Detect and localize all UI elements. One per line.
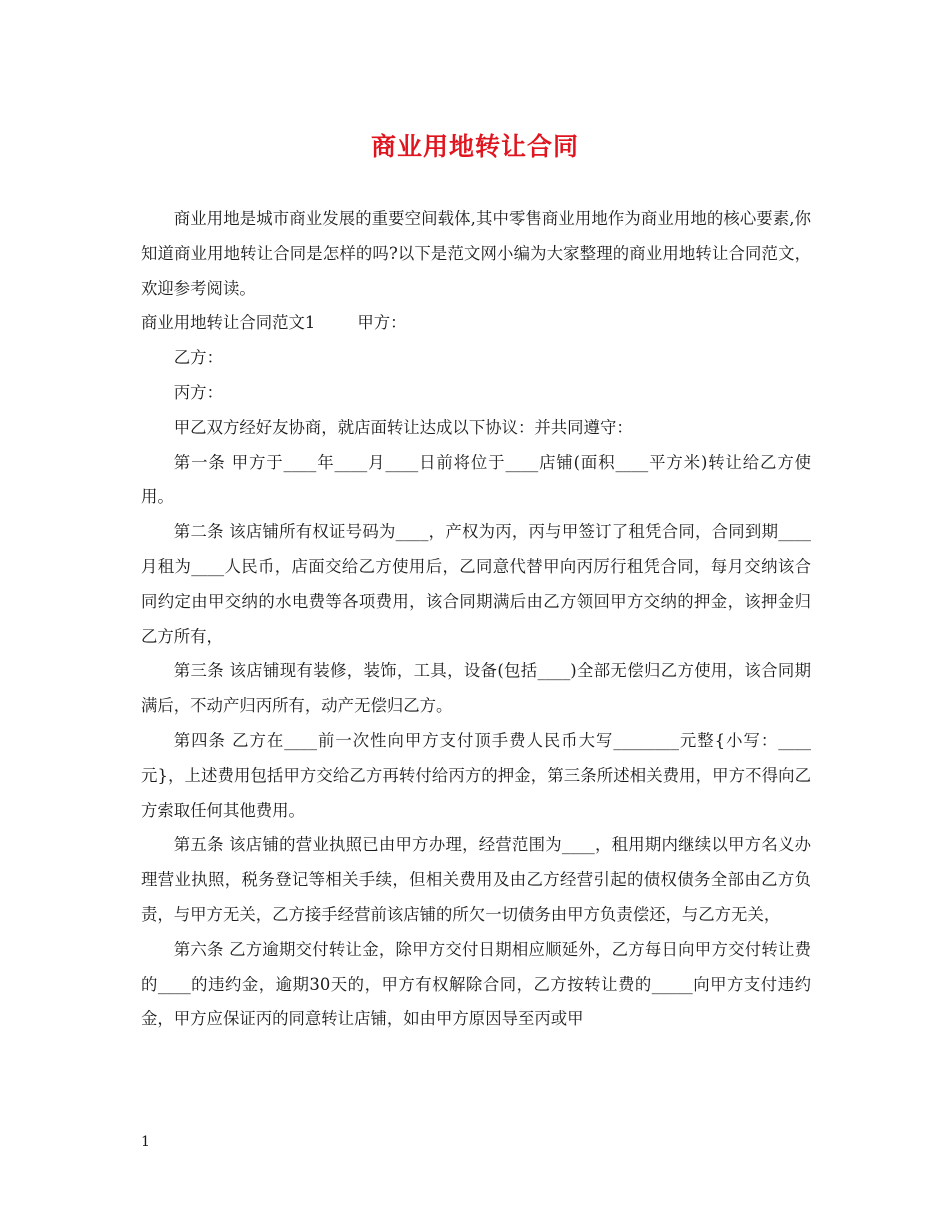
article-3: 第三条 该店铺现有装修，装饰，工具，设备(包括____)全部无偿归乙方使用，该合同期满后，不动产归丙所有，动产无偿归乙方。	[141, 661, 811, 716]
sample-heading-line	[141, 306, 811, 341]
page-number: 1	[141, 1134, 150, 1150]
agreement-paragraph: 甲乙双方经好友协商，就店面转让达成以下协议：并共同遵守：	[173, 417, 633, 437]
article-4: 第四条 乙方在____前一次性向甲方支付顶手费人民币大写________元整{小写：____元}，上述费用包括甲方交给乙方再转付给丙方的押金，第三条所述相关费用，甲方不得向乙方索取任何其他费用。	[141, 730, 811, 820]
document-body	[141, 202, 811, 1037]
article-5: 第五条 该店铺的营业执照已由甲方办理，经营范围为____，租用期内继续以甲方名义办理营业执照，税务登记等相关手续，但相关费用及由乙方经营引起的债权债务全部由乙方负责，与甲方无关，乙方接手经营前该店铺的所欠一切债务由甲方负责偿还，与乙方无关，	[141, 835, 811, 924]
intro-paragraph: 商业用地是城市商业发展的重要空间载体,其中零售商业用地作为商业用地的核心要素,你知道商业用地转让合同是怎样的吗?以下是范文网小编为大家整理的商业用地转让合同范文，欢迎参考阅读。	[141, 209, 811, 298]
party-a-label: 甲方：	[357, 313, 407, 333]
article-2: 第二条 该店铺所有权证号码为____，产权为丙，丙与甲签订了租凭合同，合同到期____月租为____人民币，店面交给乙方使用后，乙同意代替甲向丙厉行租凭合同，每月交纳该合同约定由甲交纳的水电费等各项费用，该合同期满后由乙方领回甲方交纳的押金，该押金归乙方所有，	[141, 522, 811, 646]
article-6: 第六条 乙方逾期交付转让金，除甲方交付日期相应顺延外，乙方每日向甲方交付转让费的____的违约金，逾期30天的，甲方有权解除合同，乙方按转让费的_____向甲方支付违约金，甲方应保证丙的同意转让店铺，如由甲方原因导至丙或甲	[141, 939, 811, 1029]
document-title: 商业用地转让合同	[370, 132, 579, 161]
party-b-label: 乙方：	[173, 348, 223, 368]
sample-heading: 商业用地转让合同范文1	[141, 313, 316, 333]
party-c-label: 丙方：	[173, 382, 223, 402]
article-1: 第一条 甲方于____年____月____日前将位于____店铺(面积____平方米)转让给乙方使用。	[141, 452, 811, 507]
